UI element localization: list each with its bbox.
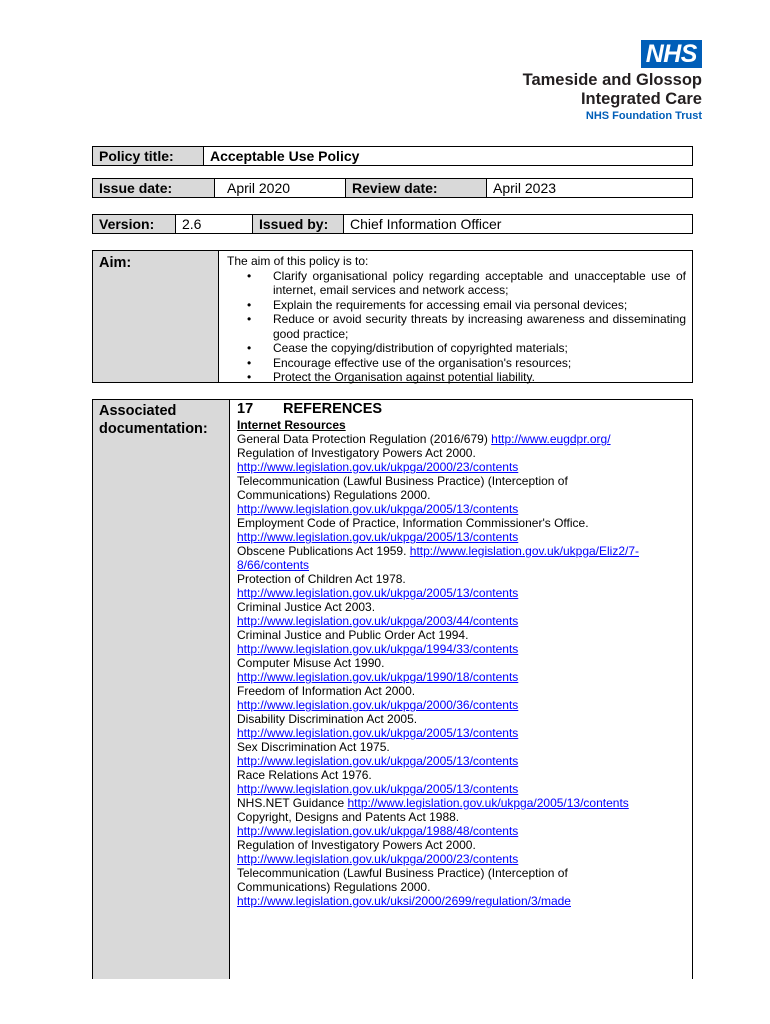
- dates-row: [92, 178, 693, 198]
- reference-line: [237, 782, 686, 796]
- reference-line: [237, 628, 686, 642]
- reference-text: NHS.NET Guidance: [237, 796, 348, 810]
- issued-by-label: Issued by:: [253, 215, 344, 234]
- reference-link[interactable]: http://www.eugdpr.org/: [491, 432, 611, 446]
- reference-link[interactable]: http://www.legislation.gov.uk/ukpga/2000/23/contents: [237, 852, 519, 866]
- reference-text: Communications) Regulations 2000.: [237, 880, 431, 894]
- aim-list-item: • Encourage effective use of the organisation's resources;: [273, 356, 686, 371]
- associated-label-line1: Associated: [99, 403, 177, 419]
- reference-link[interactable]: http://www.legislation.gov.uk/ukpga/2005/13/contents: [237, 726, 519, 740]
- review-date-label: Review date:: [346, 179, 487, 198]
- associated-documentation-section: [92, 399, 693, 979]
- reference-line: [237, 656, 686, 670]
- aim-label: Aim:: [93, 251, 219, 382]
- reference-line: [237, 558, 686, 572]
- reference-link[interactable]: http://www.legislation.gov.uk/uksi/2000/2699/regulation/3/made: [237, 894, 571, 908]
- issue-date-label: Issue date:: [93, 179, 215, 198]
- reference-text: Regulation of Investigatory Powers Act 2000.: [237, 446, 476, 460]
- reference-line: [237, 824, 686, 838]
- nhs-logo-block: [502, 40, 702, 123]
- reference-link[interactable]: http://www.legislation.gov.uk/ukpga/2005/13/contents: [237, 586, 519, 600]
- reference-line: [237, 586, 686, 600]
- aim-intro: The aim of this policy is to:: [227, 254, 369, 268]
- reference-line: [237, 810, 686, 824]
- reference-line: [237, 838, 686, 852]
- aim-list: [227, 269, 686, 385]
- reference-link[interactable]: http://www.legislation.gov.uk/ukpga/1988/48/contents: [237, 824, 519, 838]
- reference-line: [237, 894, 686, 908]
- reference-text: Freedom of Information Act 2000.: [237, 684, 416, 698]
- aim-list-item: • Cease the copying/distribution of copyrighted materials;: [273, 341, 686, 356]
- reference-line: [237, 516, 686, 530]
- reference-link[interactable]: http://www.legislation.gov.uk/ukpga/2005/13/contents: [347, 796, 629, 810]
- reference-line: [237, 600, 686, 614]
- reference-link[interactable]: http://www.legislation.gov.uk/ukpga/2005/13/contents: [237, 754, 519, 768]
- reference-line: [237, 740, 686, 754]
- reference-text: Regulation of Investigatory Powers Act 2000.: [237, 838, 476, 852]
- reference-line: [237, 852, 686, 866]
- policy-title-value: Acceptable Use Policy: [204, 147, 693, 166]
- reference-line: [237, 446, 686, 460]
- version-value: 2.6: [176, 215, 253, 234]
- reference-line: [237, 432, 686, 446]
- aim-list-item: • Clarify organisational policy regarding acceptable and unacceptable use of internet, email services and network access;: [273, 269, 686, 298]
- reference-text: Criminal Justice and Public Order Act 1994.: [237, 628, 469, 642]
- reference-link[interactable]: http://www.legislation.gov.uk/ukpga/Eliz2/7-: [409, 544, 640, 558]
- aim-list-item: • Explain the requirements for accessing email via personal devices;: [273, 298, 686, 313]
- reference-text: Race Relations Act 1976.: [237, 768, 372, 782]
- reference-text: Protection of Children Act 1978.: [237, 572, 406, 586]
- aim-list-item: • Reduce or avoid security threats by increasing awareness and disseminating good practice;: [273, 312, 686, 341]
- section-number: 17: [237, 401, 254, 417]
- reference-text: Disability Discrimination Act 2005.: [237, 712, 418, 726]
- reference-link[interactable]: http://www.legislation.gov.uk/ukpga/2005/13/contents: [237, 530, 519, 544]
- reference-link[interactable]: 8/66/contents: [237, 558, 310, 572]
- reference-line: [237, 754, 686, 768]
- nhs-logo: NHS: [641, 40, 702, 68]
- reference-line: [237, 474, 686, 488]
- reference-line: [237, 768, 686, 782]
- reference-link[interactable]: http://www.legislation.gov.uk/ukpga/2003/44/contents: [237, 614, 519, 628]
- reference-line: [237, 642, 686, 656]
- reference-link[interactable]: http://www.legislation.gov.uk/ukpga/2005/13/contents: [237, 502, 519, 516]
- reference-text: Telecommunication (Lawful Business Practice) (Interception of: [237, 866, 568, 880]
- internet-resources-subheading: Internet Resources: [237, 418, 346, 432]
- reference-line: [237, 698, 686, 712]
- associated-label: [93, 400, 230, 979]
- aim-section: [92, 250, 693, 383]
- section-title: REFERENCES: [283, 401, 383, 417]
- reference-line: [237, 880, 686, 894]
- review-date-value: April 2023: [487, 179, 693, 198]
- reference-link[interactable]: http://www.legislation.gov.uk/ukpga/2005/13/contents: [237, 782, 519, 796]
- reference-text: Telecommunication (Lawful Business Practice) (Interception of: [237, 474, 568, 488]
- reference-line: [237, 572, 686, 586]
- reference-text: Criminal Justice Act 2003.: [237, 600, 376, 614]
- reference-line: [237, 866, 686, 880]
- reference-link[interactable]: http://www.legislation.gov.uk/ukpga/1994/33/contents: [237, 642, 519, 656]
- version-row: [92, 214, 693, 234]
- reference-text: Communications) Regulations 2000.: [237, 488, 431, 502]
- reference-text: Employment Code of Practice, Information Commissioner's Office.: [237, 516, 589, 530]
- reference-text: Obscene Publications Act 1959.: [237, 544, 410, 558]
- reference-line: [237, 796, 686, 810]
- reference-line: [237, 614, 686, 628]
- reference-line: [237, 488, 686, 502]
- reference-link[interactable]: http://www.legislation.gov.uk/ukpga/2000/23/contents: [237, 460, 519, 474]
- reference-link[interactable]: http://www.legislation.gov.uk/ukpga/2000/36/contents: [237, 698, 519, 712]
- reference-text: Computer Misuse Act 1990.: [237, 656, 385, 670]
- trust-name: NHS Foundation Trust: [585, 110, 702, 122]
- issue-date-value: April 2020: [215, 179, 346, 198]
- reference-line: [237, 502, 686, 516]
- org-name-line2: Integrated Care: [580, 90, 702, 108]
- references-heading: [237, 401, 686, 418]
- reference-line: [237, 712, 686, 726]
- reference-text: Copyright, Designs and Patents Act 1988.: [237, 810, 460, 824]
- issued-by-value: Chief Information Officer: [344, 215, 693, 234]
- reference-list: [237, 432, 686, 908]
- policy-title-label: Policy title:: [93, 147, 204, 166]
- policy-title-row: [92, 146, 693, 166]
- reference-line: [237, 544, 686, 558]
- reference-line: [237, 670, 686, 684]
- reference-link[interactable]: http://www.legislation.gov.uk/ukpga/1990/18/contents: [237, 670, 519, 684]
- reference-line: [237, 684, 686, 698]
- version-label: Version:: [93, 215, 176, 234]
- associated-label-line2: documentation:: [99, 421, 208, 437]
- reference-line: [237, 460, 686, 474]
- reference-line: [237, 530, 686, 544]
- reference-text: Sex Discrimination Act 1975.: [237, 740, 390, 754]
- aim-list-item: • Protect the Organisation against potential liability.: [273, 370, 686, 385]
- reference-line: [237, 726, 686, 740]
- org-name-line1: Tameside and Glossop: [522, 71, 702, 89]
- reference-text: General Data Protection Regulation (2016/679): [237, 432, 492, 446]
